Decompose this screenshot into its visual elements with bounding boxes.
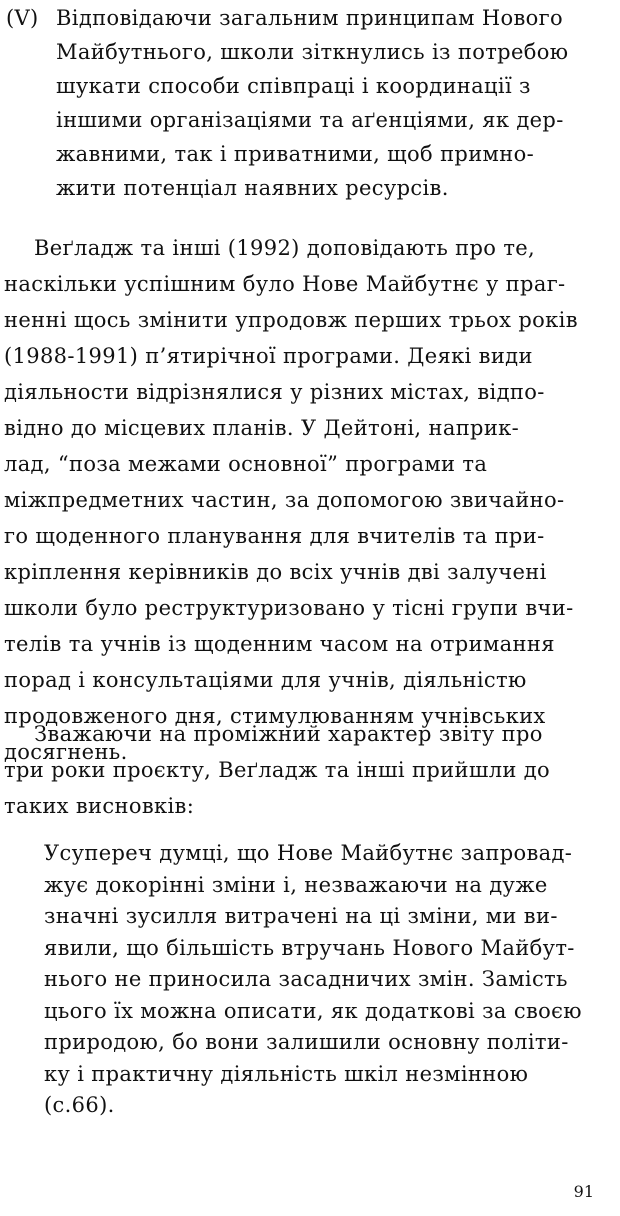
quote-line: Усупереч думці, що Нове Майбутнє запровад-: [44, 841, 573, 865]
text-line: Зважаючи на проміжний характер звіту про: [34, 722, 543, 746]
text-line: жити потенціал наявних ресурсів.: [56, 176, 449, 200]
quote-line: цього їх можна описати, як додаткові за своєю: [44, 998, 582, 1023]
quote-line: ку і практичну діяльність шкіл незмінною: [44, 1061, 529, 1086]
quote-line: значні зусилля витрачені на ці зміни, ми ви-: [44, 904, 558, 928]
list-item-text: [56, 1, 568, 205]
text-line: телів та учнів із щоденним часом на отримання: [4, 632, 555, 656]
text-line: іншими організаціями та аґенціями, як дер-: [56, 108, 564, 132]
text-line: школи було реструктуризовано у тісні групи вчи-: [4, 596, 574, 620]
quote-line: природою, бо вони залишили основну політи-: [44, 1030, 569, 1054]
text-line: го щоденного планування для вчителів та при-: [4, 524, 545, 548]
page-number: 91: [573, 1182, 594, 1201]
text-line: відно до місцевих планів. У Дейтоні, наприк-: [4, 416, 520, 440]
quote-line: явили, що більшість втручань Нового Майбут-: [44, 935, 575, 960]
text-line: наскільки успішним було Нове Майбутнє у праг-: [4, 272, 566, 296]
quote-line: жує докорінні зміни і, незважаючи на дуже: [44, 872, 548, 897]
text-line: продовженого дня, стимулюванням учнівських: [4, 704, 546, 728]
block-quote: [44, 838, 582, 1122]
text-line: Веґладж та інші (1992) доповідають про те,: [34, 236, 536, 260]
text-line: порад і консультаціями для учнів, діяльністю: [4, 668, 527, 692]
quote-line: нього не приносила засадничих змін. Замість: [44, 967, 568, 991]
text-line: міжпредметних частин, за допомогою звичайно-: [4, 488, 565, 512]
text-line: таких висновків:: [4, 794, 195, 818]
text-line: Відповідаючи загальним принципам Нового: [56, 6, 563, 30]
quote-line: (с.66).: [44, 1093, 115, 1117]
text-line: діяльности відрізнялися у різних містах, відпо-: [4, 380, 545, 404]
body-paragraph-1: [4, 230, 578, 770]
body-paragraph-2: [4, 716, 550, 824]
text-line: ненні щось змінити упродовж перших трьох років: [4, 308, 578, 332]
list-marker: (V): [6, 6, 39, 30]
text-line: (1988-1991) п’ятирічної програми. Деякі види: [4, 344, 533, 368]
text-line: шукати способи співпраці і координації з: [56, 74, 531, 98]
text-line: досягнень.: [4, 740, 128, 764]
text-line: лад, “поза межами основної” програми та: [4, 452, 488, 476]
text-line: Майбутнього, школи зіткнулись із потребою: [56, 40, 569, 64]
text-line: жавними, так і приватними, щоб примно-: [56, 142, 535, 166]
text-line: кріплення керівників до всіх учнів дві залучені: [4, 560, 547, 584]
text-line: три роки проєкту, Веґладж та інші прийшли до: [4, 758, 551, 782]
